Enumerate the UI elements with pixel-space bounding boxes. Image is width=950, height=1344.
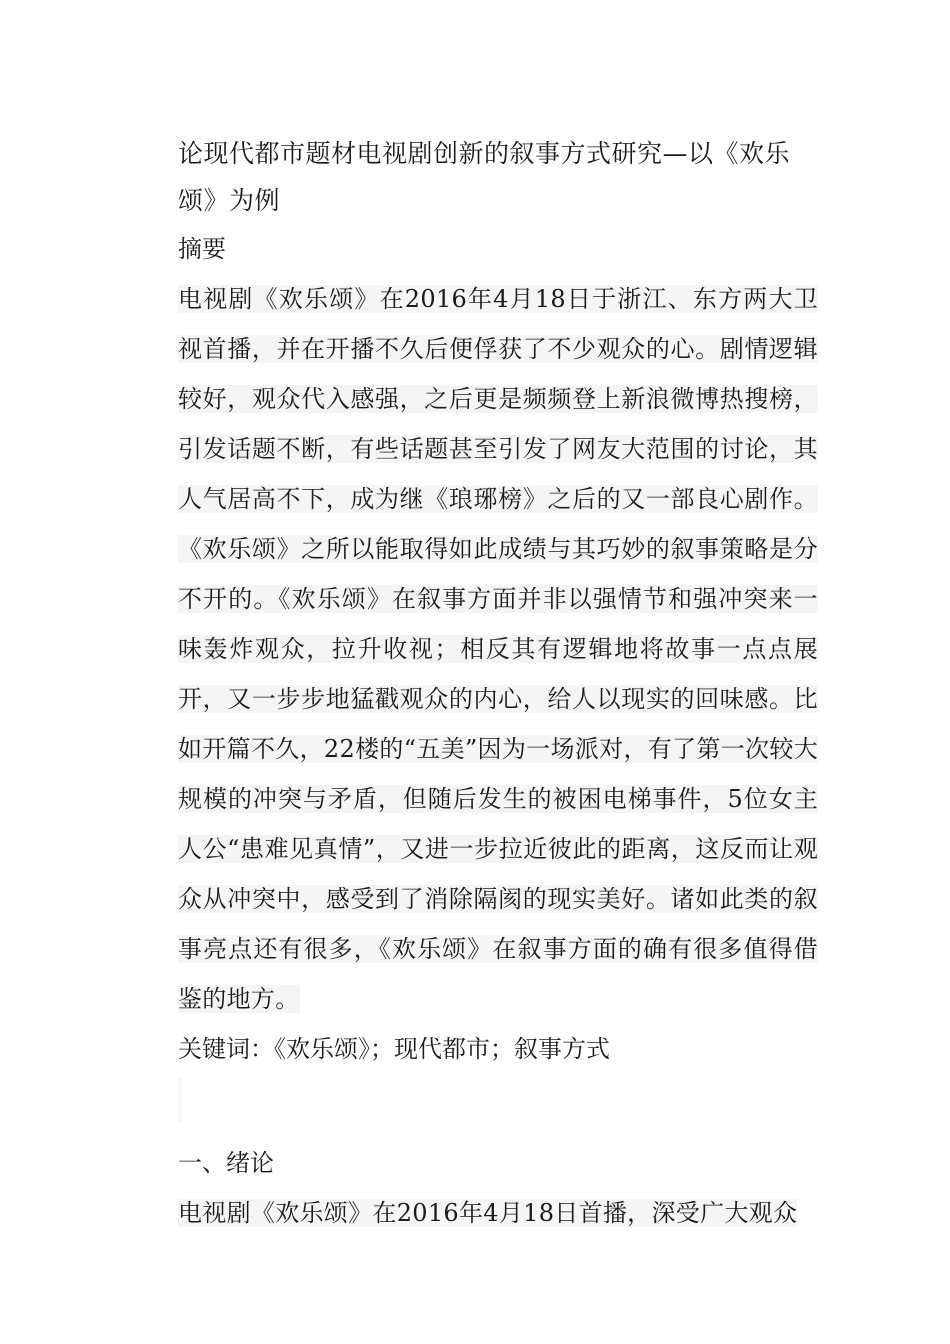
- introduction-body: [178, 1188, 818, 1238]
- keywords-line: 关键词：《欢乐颂》；现代都市；叙事方式: [178, 1035, 610, 1063]
- abstract-heading: 摘要: [178, 235, 226, 263]
- section-heading-introduction: 一、绪论: [178, 1149, 274, 1177]
- abstract-body-text: 电视剧《欢乐颂》在2016年4月18日于浙江、东方两大卫视首播，并在开播不久后便俘获了不少观众的心。剧情逻辑较好，观众代入感强，之后更是频频登上新浪微博热搜榜，引发话题不断，有些话题甚至引发了网友大范围的讨论，其人气居高不下，成为继《琅琊榜》之后的又一部良心剧作。《欢乐颂》之所以能取得如此成绩与其巧妙的叙事策略是分不开的。《欢乐颂》在叙事方面并非以强情节和强冲突来一味轰炸观众，拉升收视；相反其有逻辑地将故事一点点展开，又一步步地猛戳观众的内心，给人以现实的回味感。比如开篇不久，22楼的“五美”因为一场派对，有了第一次较大规模的冲突与矛盾，但随后发生的被困电梯事件，5位女主人公“患难见真情”，又进一步拉近彼此的距离，这反而让观众从冲突中，感受到了消除隔阂的现实美好。诸如此类的叙事亮点还有很多，《欢乐颂》在叙事方面的确有很多值得借鉴的地方。: [178, 285, 818, 1013]
- abstract-body: [178, 274, 818, 1024]
- blank-paragraph: [178, 1078, 182, 1122]
- document-content: [178, 130, 818, 1238]
- document-title: 论现代都市题材电视剧创新的叙事方式研究—以《欢乐颂》为例: [178, 139, 791, 215]
- introduction-body-text: 电视剧《欢乐颂》在2016年4月18日首播，深受广大观众: [178, 1199, 798, 1227]
